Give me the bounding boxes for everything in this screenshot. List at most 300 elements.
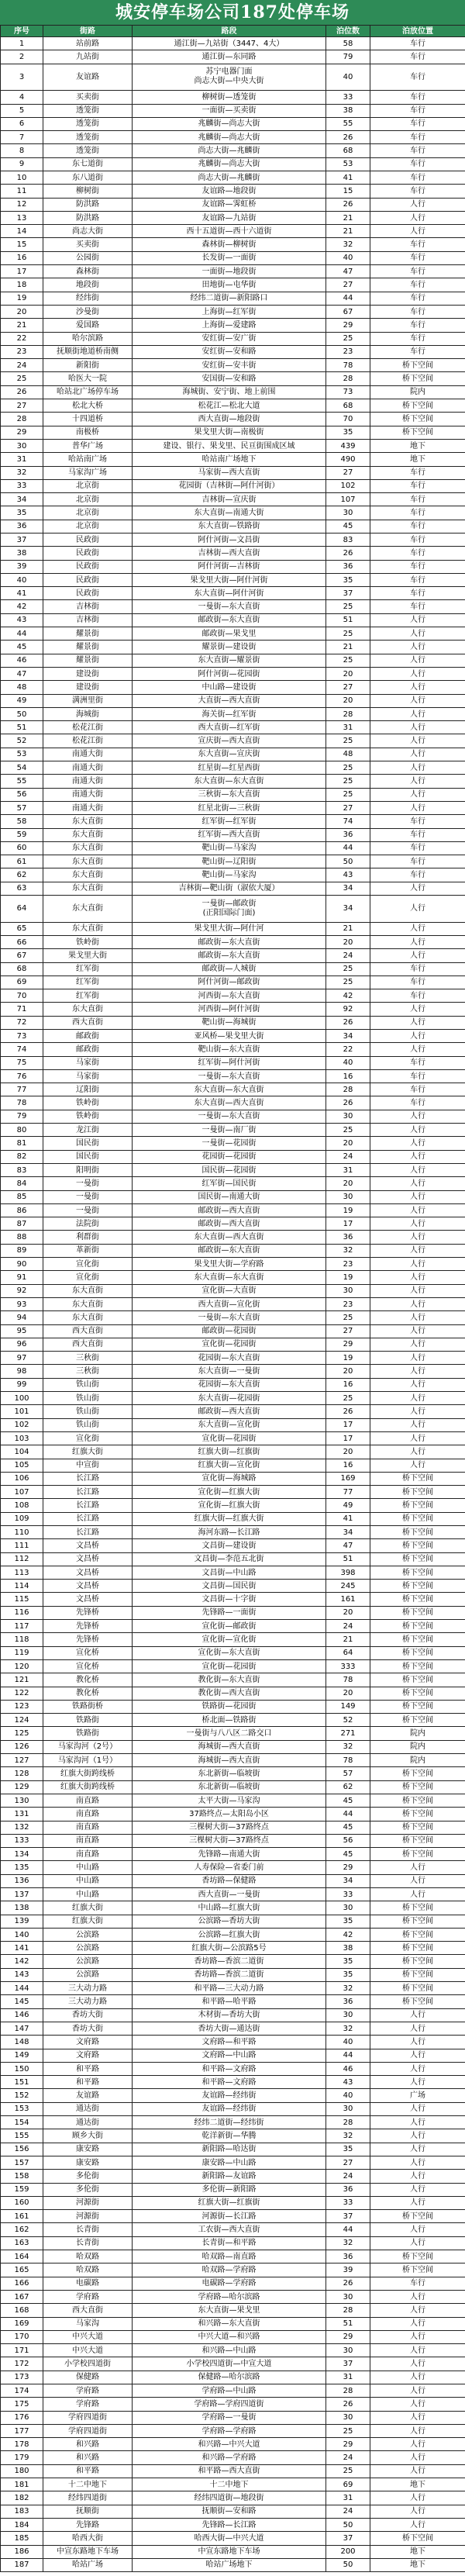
cell-spaces: 19	[326, 1271, 370, 1284]
cell-index: 125	[1, 1727, 43, 1740]
cell-section: 友谊路—地段街	[133, 185, 326, 198]
cell-spaces: 36	[326, 2183, 370, 2196]
cell-street: 教化桥	[43, 1673, 133, 1687]
cell-spaces: 45	[326, 1821, 370, 1834]
table-row	[1, 1552, 465, 1566]
cell-spaces: 200	[326, 2545, 370, 2558]
table-row	[1, 882, 465, 895]
cell-section: 靶山街—辽阳街	[133, 855, 326, 868]
cell-spaces: 107	[326, 493, 370, 506]
cell-street: 宣化街	[43, 1431, 133, 1445]
table-row	[1, 185, 465, 198]
cell-location: 桥下空间	[370, 1486, 465, 1499]
cell-street: 东大直街	[43, 1297, 133, 1310]
cell-index: 10	[1, 171, 43, 184]
cell-index: 85	[1, 1190, 43, 1203]
cell-index: 186	[1, 2545, 43, 2558]
cell-street: 北京街	[43, 506, 133, 520]
cell-section: 邮政街—西大直街	[133, 1405, 326, 1418]
table-row	[1, 1431, 465, 1445]
cell-section: 果戈里大街—学府路	[133, 1258, 326, 1271]
cell-index: 95	[1, 1324, 43, 1338]
cell-index: 71	[1, 1003, 43, 1016]
cell-street: 九站街	[43, 50, 133, 64]
cell-section: 海河东路—长江路	[133, 1525, 326, 1538]
table-row	[1, 775, 465, 788]
cell-spaces: 36	[326, 560, 370, 573]
table-row	[1, 413, 465, 426]
cell-spaces: 44	[326, 2049, 370, 2062]
cell-street: 文昌桥	[43, 1580, 133, 1593]
table-body	[1, 37, 465, 2572]
cell-location: 车行	[370, 50, 465, 64]
table-row	[1, 547, 465, 560]
table-row	[1, 2505, 465, 2518]
cell-location: 人行	[370, 1338, 465, 1351]
cell-location: 桥下空间	[370, 1955, 465, 1968]
cell-street: 北京街	[43, 479, 133, 492]
cell-index: 179	[1, 2451, 43, 2464]
cell-section: 尚志大街—兆麟街	[133, 144, 326, 157]
cell-section: 文昌街—中山路	[133, 1566, 326, 1579]
table-row	[1, 1928, 465, 1941]
cell-street: 东大直街	[43, 815, 133, 828]
cell-street: 海城街	[43, 707, 133, 720]
cell-street: 先锋桥	[43, 1620, 133, 1633]
cell-location: 桥下空间	[370, 1472, 465, 1485]
table-row	[1, 225, 465, 238]
cell-street: 友谊路	[43, 64, 133, 91]
cell-street: 十四道桥	[43, 413, 133, 426]
cell-section: 东大直街—西大直街	[133, 1096, 326, 1110]
cell-section: 花园街—花园街	[133, 1150, 326, 1163]
cell-index: 26	[1, 385, 43, 399]
table-row	[1, 855, 465, 868]
cell-street: 辽阳街	[43, 1083, 133, 1096]
cell-index: 136	[1, 1874, 43, 1887]
cell-section: 亚风桥—果戈里大街	[133, 1030, 326, 1043]
cell-spaces: 25	[326, 1124, 370, 1137]
table-row	[1, 2304, 465, 2317]
cell-index: 176	[1, 2411, 43, 2424]
cell-street: 三秋街	[43, 1352, 133, 1365]
table-row	[1, 721, 465, 734]
cell-spaces: 30	[326, 1110, 370, 1123]
cell-section: 和兴路—学府路	[133, 2451, 326, 2464]
cell-location: 桥下空间	[370, 1512, 465, 1525]
cell-location: 人行	[370, 1392, 465, 1405]
table-row	[1, 949, 465, 962]
cell-section: 一曼街—花园街	[133, 1137, 326, 1150]
cell-index: 129	[1, 1780, 43, 1794]
cell-index: 143	[1, 1968, 43, 1981]
table-row	[1, 2464, 465, 2478]
cell-section: 东大直街—花园街	[133, 1392, 326, 1405]
cell-index: 180	[1, 2464, 43, 2478]
cell-spaces: 29	[326, 1338, 370, 1351]
cell-section: 公滨路—红旗大街	[133, 1928, 326, 1941]
cell-section: 邮政街—西大直街	[133, 1203, 326, 1217]
cell-spaces: 20	[326, 1687, 370, 1700]
table-row	[1, 1244, 465, 1257]
cell-street: 宣化街	[43, 1271, 133, 1284]
table-row	[1, 2277, 465, 2290]
table-row	[1, 1593, 465, 1606]
cell-street: 教化桥	[43, 1687, 133, 1700]
cell-spaces: 29	[326, 2330, 370, 2343]
cell-spaces: 21	[326, 225, 370, 238]
cell-street: 国民街	[43, 1137, 133, 1150]
cell-spaces: 40	[326, 1056, 370, 1069]
cell-index: 24	[1, 359, 43, 372]
cell-spaces: 24	[326, 1620, 370, 1633]
cell-section: 松花江—松北大道	[133, 399, 326, 413]
table-row	[1, 1606, 465, 1619]
cell-location: 车行	[370, 1096, 465, 1110]
cell-location: 桥下空间	[370, 1687, 465, 1700]
table-row	[1, 1780, 465, 1794]
cell-section: 西大直街—宣化街	[133, 1297, 326, 1310]
cell-index: 158	[1, 2170, 43, 2183]
table-row	[1, 761, 465, 775]
cell-index: 156	[1, 2143, 43, 2156]
cell-index: 187	[1, 2558, 43, 2571]
cell-location: 人行	[370, 1016, 465, 1029]
cell-street: 友谊路	[43, 2089, 133, 2102]
cell-spaces: 78	[326, 359, 370, 372]
cell-street: 阳明街	[43, 1163, 133, 1176]
cell-index: 76	[1, 1069, 43, 1083]
cell-location: 桥下空间	[370, 1552, 465, 1566]
table-row	[1, 251, 465, 264]
cell-street: 防洪路	[43, 198, 133, 211]
cell-section: 靶山街—海城街	[133, 1016, 326, 1029]
cell-index: 172	[1, 2357, 43, 2371]
cell-street: 西大直街	[43, 1338, 133, 1351]
cell-index: 169	[1, 2317, 43, 2330]
cell-spaces: 31	[326, 721, 370, 734]
cell-spaces: 28	[326, 2116, 370, 2129]
cell-index: 20	[1, 305, 43, 318]
cell-location: 人行	[370, 1150, 465, 1163]
cell-index: 68	[1, 962, 43, 975]
cell-location: 人行	[370, 1459, 465, 1472]
table-row	[1, 667, 465, 680]
cell-section: 宣化街—花园街	[133, 1431, 326, 1445]
cell-index: 60	[1, 841, 43, 855]
cell-street: 革新街	[43, 1244, 133, 1257]
cell-location: 地下	[370, 439, 465, 452]
cell-section: 香坊路—香滨二道街	[133, 1955, 326, 1968]
cell-street: 国民街	[43, 1150, 133, 1163]
cell-street: 中兴大道	[43, 2330, 133, 2343]
table-row	[1, 305, 465, 318]
cell-index: 159	[1, 2183, 43, 2196]
cell-street: 铁路街	[43, 1727, 133, 1740]
cell-location: 人行	[370, 641, 465, 654]
cell-section: 西大直街—红军街	[133, 721, 326, 734]
cell-index: 81	[1, 1137, 43, 1150]
column-header-index: 序号	[1, 26, 43, 37]
table-row	[1, 171, 465, 184]
cell-street: 南通大街	[43, 788, 133, 801]
cell-index: 41	[1, 587, 43, 600]
cell-location: 桥下空间	[370, 1794, 465, 1807]
cell-location: 桥下空间	[370, 1767, 465, 1780]
cell-street: 顾乡大街	[43, 2129, 133, 2143]
cell-location: 车行	[370, 157, 465, 171]
cell-location: 车行	[370, 815, 465, 828]
cell-location: 车行	[370, 855, 465, 868]
table-row	[1, 1150, 465, 1163]
cell-spaces: 42	[326, 1928, 370, 1941]
cell-street: 耀景街	[43, 654, 133, 667]
cell-location: 车行	[370, 962, 465, 975]
cell-street: 透笼街	[43, 131, 133, 144]
cell-location: 人行	[370, 2330, 465, 2343]
cell-street: 铁山街	[43, 1392, 133, 1405]
cell-street: 公园街	[43, 251, 133, 264]
cell-spaces: 15	[326, 185, 370, 198]
cell-section: 中宣东路地下车场	[133, 2545, 326, 2558]
cell-spaces: 102	[326, 479, 370, 492]
cell-spaces: 33	[326, 1888, 370, 1901]
cell-location: 桥下空间	[370, 1620, 465, 1633]
cell-spaces: 27	[326, 278, 370, 292]
cell-section: 太平大街—马家沟	[133, 1794, 326, 1807]
table-row	[1, 2411, 465, 2424]
table-row	[1, 453, 465, 466]
table-row	[1, 2049, 465, 2062]
cell-street: 民政街	[43, 587, 133, 600]
cell-spaces: 38	[326, 104, 370, 117]
cell-location: 桥下空间	[370, 413, 465, 426]
table-row	[1, 1982, 465, 1995]
cell-section: 长发街—一面街	[133, 251, 326, 264]
cell-street: 东大直街	[43, 1311, 133, 1324]
cell-spaces: 57	[326, 1767, 370, 1780]
cell-index: 175	[1, 2398, 43, 2411]
cell-location: 车行	[370, 520, 465, 533]
cell-index: 5	[1, 104, 43, 117]
cell-location: 车行	[370, 1056, 465, 1069]
cell-index: 170	[1, 2330, 43, 2343]
cell-section: 花园街—东大直街	[133, 1352, 326, 1365]
cell-index: 78	[1, 1096, 43, 1110]
cell-index: 174	[1, 2384, 43, 2397]
cell-index: 94	[1, 1311, 43, 1324]
cell-spaces: 30	[326, 1190, 370, 1203]
table-row	[1, 1821, 465, 1834]
table-row	[1, 1231, 465, 1244]
cell-location: 人行	[370, 1874, 465, 1887]
cell-index: 58	[1, 815, 43, 828]
cell-section: 花园街—东大直街	[133, 1378, 326, 1391]
cell-location: 人行	[370, 1244, 465, 1257]
table-row	[1, 975, 465, 989]
table-row	[1, 466, 465, 479]
table-row	[1, 573, 465, 586]
cell-street: 南极桥	[43, 426, 133, 439]
cell-index: 61	[1, 855, 43, 868]
table-row	[1, 1365, 465, 1378]
cell-index: 152	[1, 2089, 43, 2102]
cell-street: 南通大街	[43, 801, 133, 814]
cell-location: 人行	[370, 2062, 465, 2075]
cell-location: 桥下空间	[370, 372, 465, 385]
cell-index: 4	[1, 91, 43, 104]
cell-index: 184	[1, 2518, 43, 2531]
cell-street: 地段街	[43, 278, 133, 292]
cell-section: 果戈里大街—阿什河街	[133, 573, 326, 586]
cell-location: 人行	[370, 2116, 465, 2129]
table-row	[1, 1110, 465, 1123]
cell-location: 人行	[370, 949, 465, 962]
cell-spaces: 30	[326, 2290, 370, 2303]
cell-street: 哈双路	[43, 2250, 133, 2263]
cell-index: 42	[1, 600, 43, 613]
table-row	[1, 1405, 465, 1418]
table-row	[1, 2076, 465, 2089]
cell-street: 透笼街	[43, 117, 133, 130]
cell-street: 中兴大道	[43, 2344, 133, 2357]
cell-spaces: 169	[326, 1472, 370, 1485]
table-row	[1, 1915, 465, 1928]
cell-spaces: 23	[326, 1297, 370, 1310]
cell-street: 西大直街	[43, 2304, 133, 2317]
cell-section: 东大直街—耀景街	[133, 654, 326, 667]
cell-location: 地下	[370, 453, 465, 466]
cell-street: 中宣东路地下车场	[43, 2545, 133, 2558]
cell-section: 东北新街—临坡街	[133, 1780, 326, 1794]
cell-street: 买卖街	[43, 238, 133, 251]
cell-index: 154	[1, 2116, 43, 2129]
cell-location: 人行	[370, 2196, 465, 2209]
cell-section: 东北新街—临坡街	[133, 1767, 326, 1780]
cell-index: 79	[1, 1110, 43, 1123]
cell-spaces: 35	[326, 1955, 370, 1968]
cell-section: 红军街—红军街	[133, 815, 326, 828]
table-row	[1, 2102, 465, 2115]
table-row	[1, 2129, 465, 2143]
cell-location: 人行	[370, 1445, 465, 1459]
cell-index: 27	[1, 399, 43, 413]
cell-index: 127	[1, 1754, 43, 1767]
cell-location: 人行	[370, 1271, 465, 1284]
cell-location: 车行	[370, 841, 465, 855]
cell-section: 红星街—红星西街	[133, 761, 326, 775]
cell-spaces: 30	[326, 2008, 370, 2022]
cell-location: 人行	[370, 2236, 465, 2250]
cell-street: 铁山街	[43, 1378, 133, 1391]
table-row	[1, 815, 465, 828]
cell-street: 南通大街	[43, 761, 133, 775]
cell-street: 长江路	[43, 1486, 133, 1499]
cell-index: 73	[1, 1030, 43, 1043]
cell-spaces: 34	[326, 1030, 370, 1043]
cell-street: 红旗大街跨线桥	[43, 1780, 133, 1794]
cell-index: 118	[1, 1633, 43, 1646]
cell-section: 邮政街—东大直街	[133, 1244, 326, 1257]
cell-section: 海城街、安宁街、地上前围	[133, 385, 326, 399]
table-row	[1, 1995, 465, 2008]
cell-street: 红军街	[43, 989, 133, 1003]
cell-spaces: 32	[326, 2022, 370, 2035]
cell-section: 邮政街—西大直街	[133, 1217, 326, 1231]
cell-location: 车行	[370, 2277, 465, 2290]
column-header-spaces: 泊位数	[326, 26, 370, 37]
cell-street: 多伦街	[43, 2183, 133, 2196]
cell-location: 车行	[370, 144, 465, 157]
cell-location: 人行	[370, 1418, 465, 1431]
cell-section: 一面街—买卖街	[133, 104, 326, 117]
cell-index: 138	[1, 1901, 43, 1915]
table-row	[1, 989, 465, 1003]
cell-location: 人行	[370, 1324, 465, 1338]
cell-section: 建设、银行、果戈里、民亘街围成区域	[133, 439, 326, 452]
table-row	[1, 292, 465, 305]
cell-section: 红旗大街—公滨路5号	[133, 1942, 326, 1955]
cell-index: 91	[1, 1271, 43, 1284]
cell-index: 149	[1, 2049, 43, 2062]
table-row	[1, 1901, 465, 1915]
cell-section: 海城街—西大直街	[133, 1740, 326, 1753]
cell-location: 地下	[370, 2478, 465, 2491]
cell-index: 113	[1, 1566, 43, 1579]
cell-street: 东大直街	[43, 855, 133, 868]
cell-location: 车行	[370, 547, 465, 560]
cell-index: 166	[1, 2277, 43, 2290]
cell-spaces: 21	[326, 922, 370, 935]
cell-street: 铁山街	[43, 1418, 133, 1431]
cell-location: 院内	[370, 1740, 465, 1753]
cell-index: 104	[1, 1445, 43, 1459]
cell-street: 民政街	[43, 534, 133, 547]
cell-street: 保健路	[43, 2371, 133, 2384]
cell-section: 西大直街—一曼街	[133, 1888, 326, 1901]
cell-spaces: 26	[326, 198, 370, 211]
cell-street: 东大直街	[43, 1284, 133, 1297]
table-row	[1, 1687, 465, 1700]
table-row	[1, 2532, 465, 2545]
cell-spaces: 53	[326, 157, 370, 171]
cell-spaces: 36	[326, 1231, 370, 1244]
cell-index: 151	[1, 2076, 43, 2089]
cell-location: 桥下空间	[370, 1780, 465, 1794]
cell-location: 人行	[370, 2223, 465, 2236]
table-row	[1, 1673, 465, 1687]
table-row	[1, 2089, 465, 2102]
cell-index: 75	[1, 1056, 43, 1069]
cell-index: 44	[1, 627, 43, 641]
cell-section: 长青街—和平路	[133, 2236, 326, 2250]
cell-index: 134	[1, 1848, 43, 1861]
table-row	[1, 1392, 465, 1405]
cell-spaces: 44	[326, 841, 370, 855]
cell-index: 109	[1, 1512, 43, 1525]
cell-location: 人行	[370, 2290, 465, 2303]
cell-spaces: 40	[326, 2036, 370, 2049]
cell-street: 香坊大街	[43, 2008, 133, 2022]
table-row	[1, 2545, 465, 2558]
cell-index: 11	[1, 185, 43, 198]
cell-location: 车行	[370, 117, 465, 130]
cell-index: 53	[1, 748, 43, 761]
cell-spaces: 25	[326, 600, 370, 613]
cell-section: 海城街—西大直街	[133, 1754, 326, 1767]
cell-section: 新阳路—友谊路	[133, 2170, 326, 2183]
cell-index: 46	[1, 654, 43, 667]
